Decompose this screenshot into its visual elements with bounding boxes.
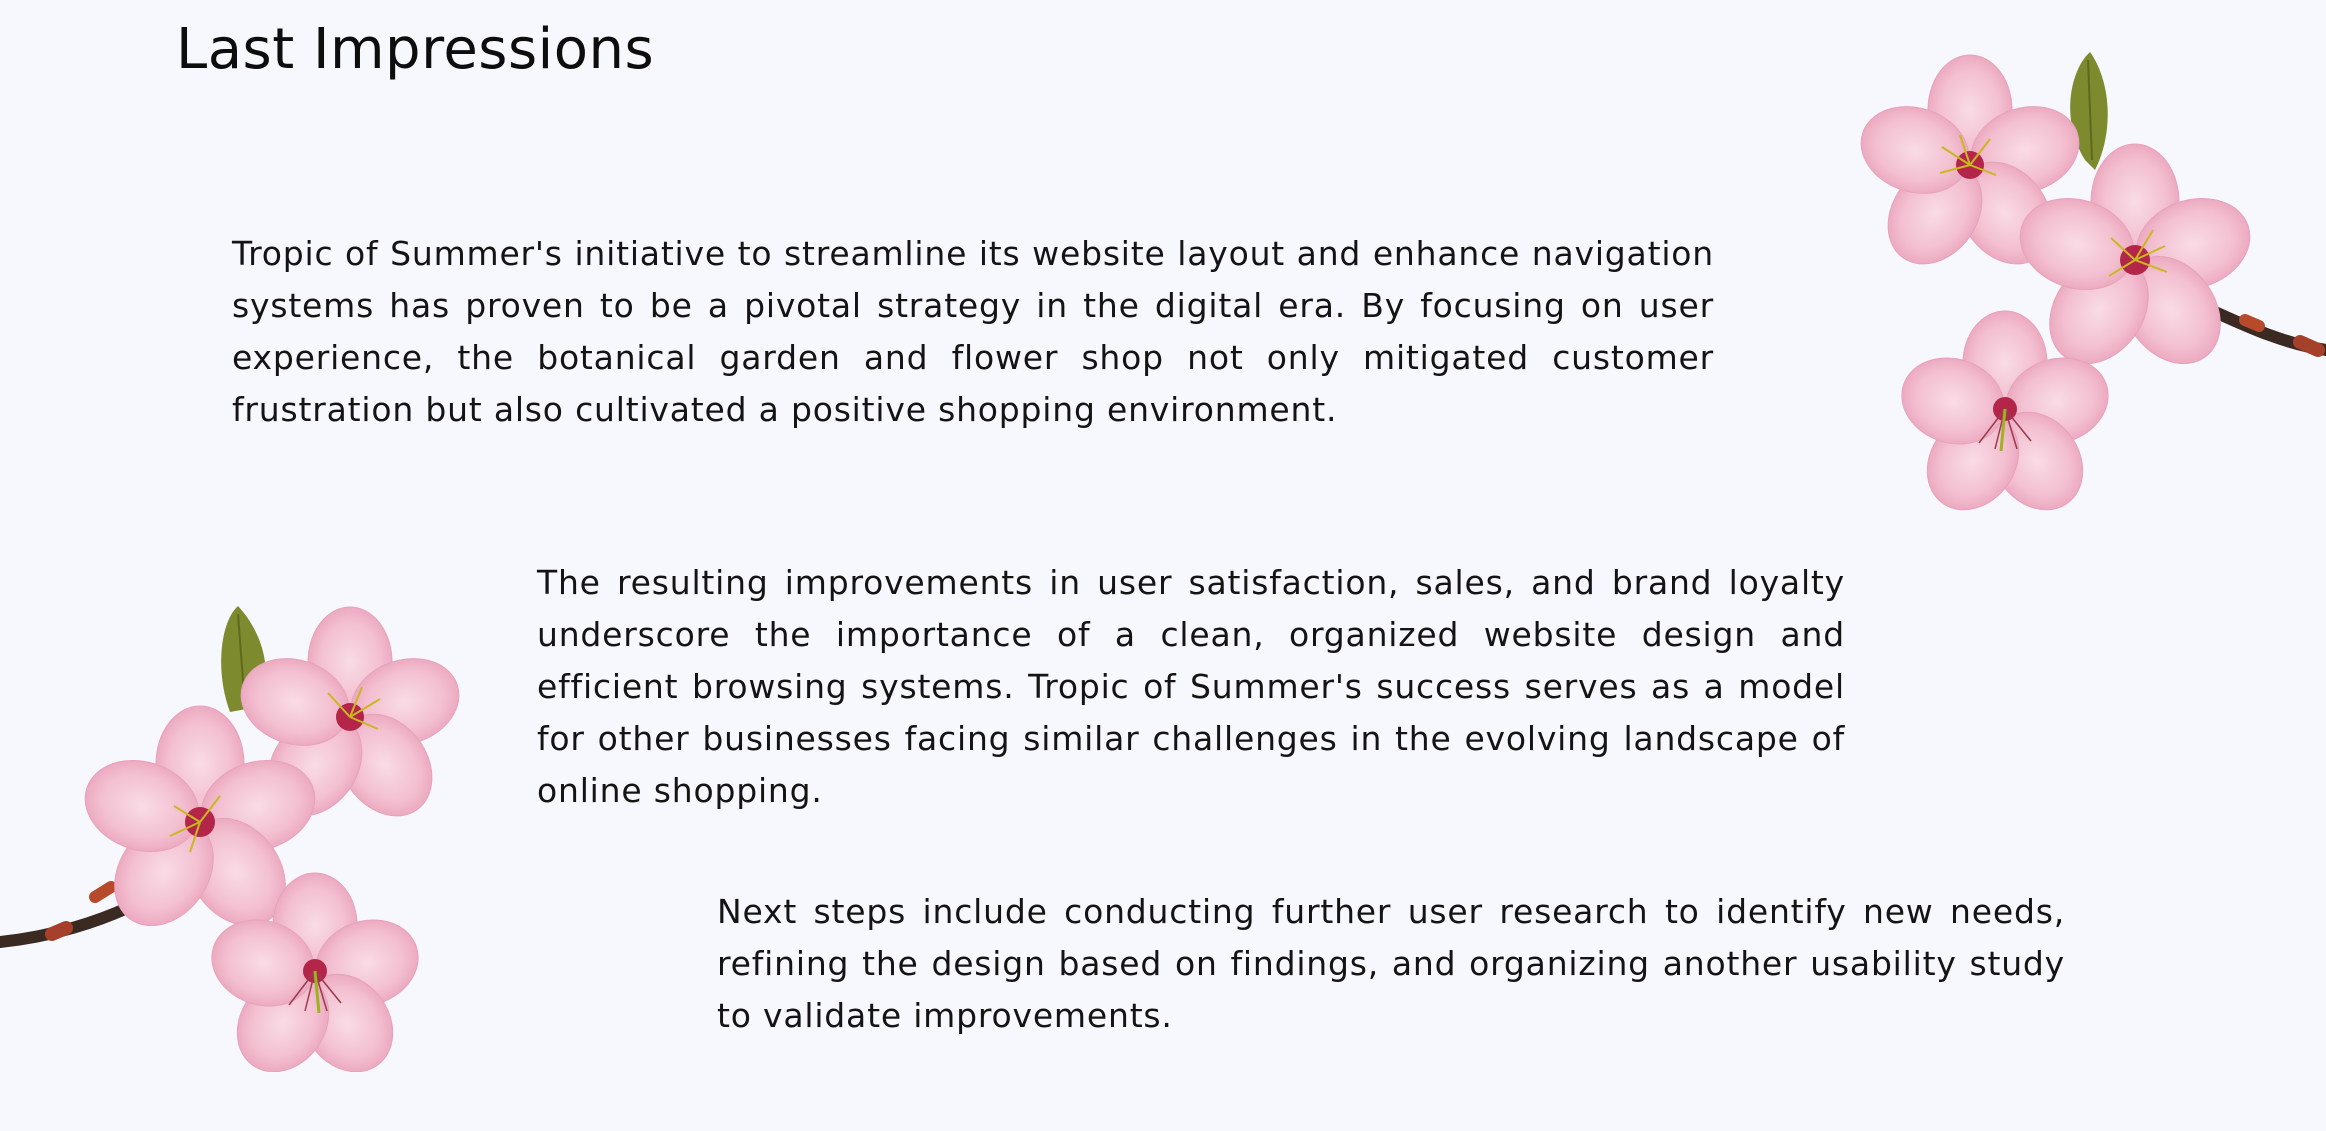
page-title: Last Impressions — [176, 17, 655, 82]
paragraph-results: The resulting improvements in user satisfaction, sales, and brand loyalty underscore the importance of a clean, organized website design and efficient browsing systems. Tropic of Summer's success serves as a model for other businesses facing similar challenges in the evolving landscape of online shopping. — [537, 563, 1845, 810]
paragraph-summary: Tropic of Summer's initiative to streamline its website layout and enhance navigation systems has proven to be a pivotal strategy in the digital era. By focusing on user experience, the botanical garden and flower shop not only mitigated customer frustration but also cultivated a positive shopping environment. — [232, 234, 1714, 429]
cherry-blossom-image-top-right — [1830, 40, 2326, 520]
paragraph-next-steps: Next steps include conducting further user research to identify new needs, refining the design based on findings, and organizing another usability study to validate improvements. — [717, 892, 2065, 1035]
cherry-blossom-image-bottom-left — [0, 592, 490, 1072]
